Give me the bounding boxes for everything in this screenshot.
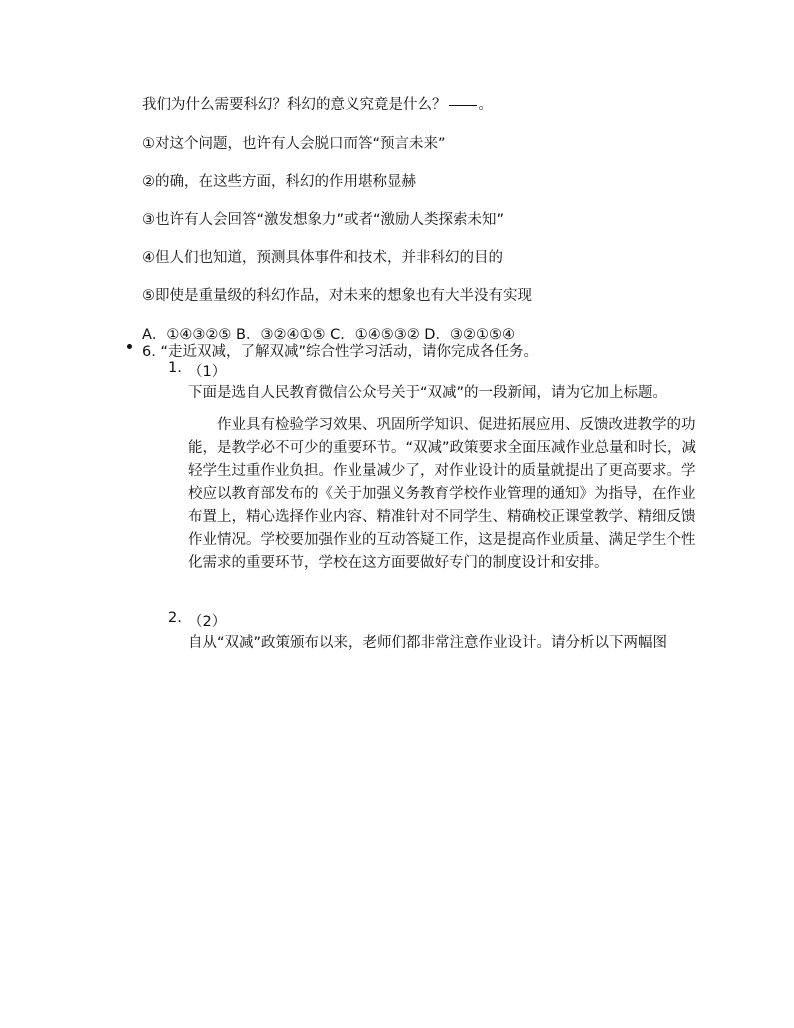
answer-options: A．①④③②⑤ B．③②④①⑤ C．①④⑤③② D．③②①⑤④ [142,327,515,343]
question-6-title: 6. “走近双减，了解双减”综合性学习活动，请你完成各任务。 [142,344,538,360]
sub-question-1-label: （1） [188,364,227,380]
answer-blank [449,105,477,106]
sub-question-1-prompt: 下面是选自人民教育微信公众号关于“双减”的一段新闻，请为它加上标题。 [188,385,668,401]
sub-question-2-label: （2） [188,614,227,630]
sub-question-1-number: 1. [168,360,182,376]
sub-question-2-number: 2. [168,610,182,626]
sentence-4: ④但人们也知道，预测具体事件和技术，并非科幻的目的 [142,250,503,266]
question-stem [142,93,493,114]
list-bullet [127,344,132,349]
sub-question-2-prompt: 自从“双减”政策颁布以来，老师们都非常注意作业设计。请分析以下两幅图 [188,635,668,651]
sentence-2: ②的确，在这些方面，科幻的作用堪称显赫 [142,174,416,190]
sentence-1: ①对这个问题，也许有人会脱口而答“预言未来” [142,136,446,152]
sentence-5: ⑤即使是重量级的科幻作品，对未来的想象也有大半没有实现 [142,288,532,304]
news-passage: 作业具有检验学习效果、巩固所学知识、促进拓展应用、反馈改进教学的功能，是教学必不可少的重要环节。“双减”政策要求全面压减作业总量和时长，减轻学生过重作业负担。作业量减少了，对作业设计的质量就提出了更高要求。学校应以教育部发布的《关于加强义务教育学校作业管理的通知》为指导，在作业布置上，精心选择作业内容、精准针对不同学生、精确校正课堂教学、精细反馈作业情况。学校要加强作业的互动答疑工作，这是提高作业质量、满足学生个性化需求的重要环节，学校在这方面要做好专门的制度设计和安排。 [188,417,697,571]
sentence-3: ③也许有人会回答“激发想象力”或者“激励人类探索未知” [142,212,505,228]
question-stem-text: 我们为什么需要科幻？科幻的意义究竟是什么？ [142,97,447,113]
question-stem-end: 。 [478,97,493,113]
